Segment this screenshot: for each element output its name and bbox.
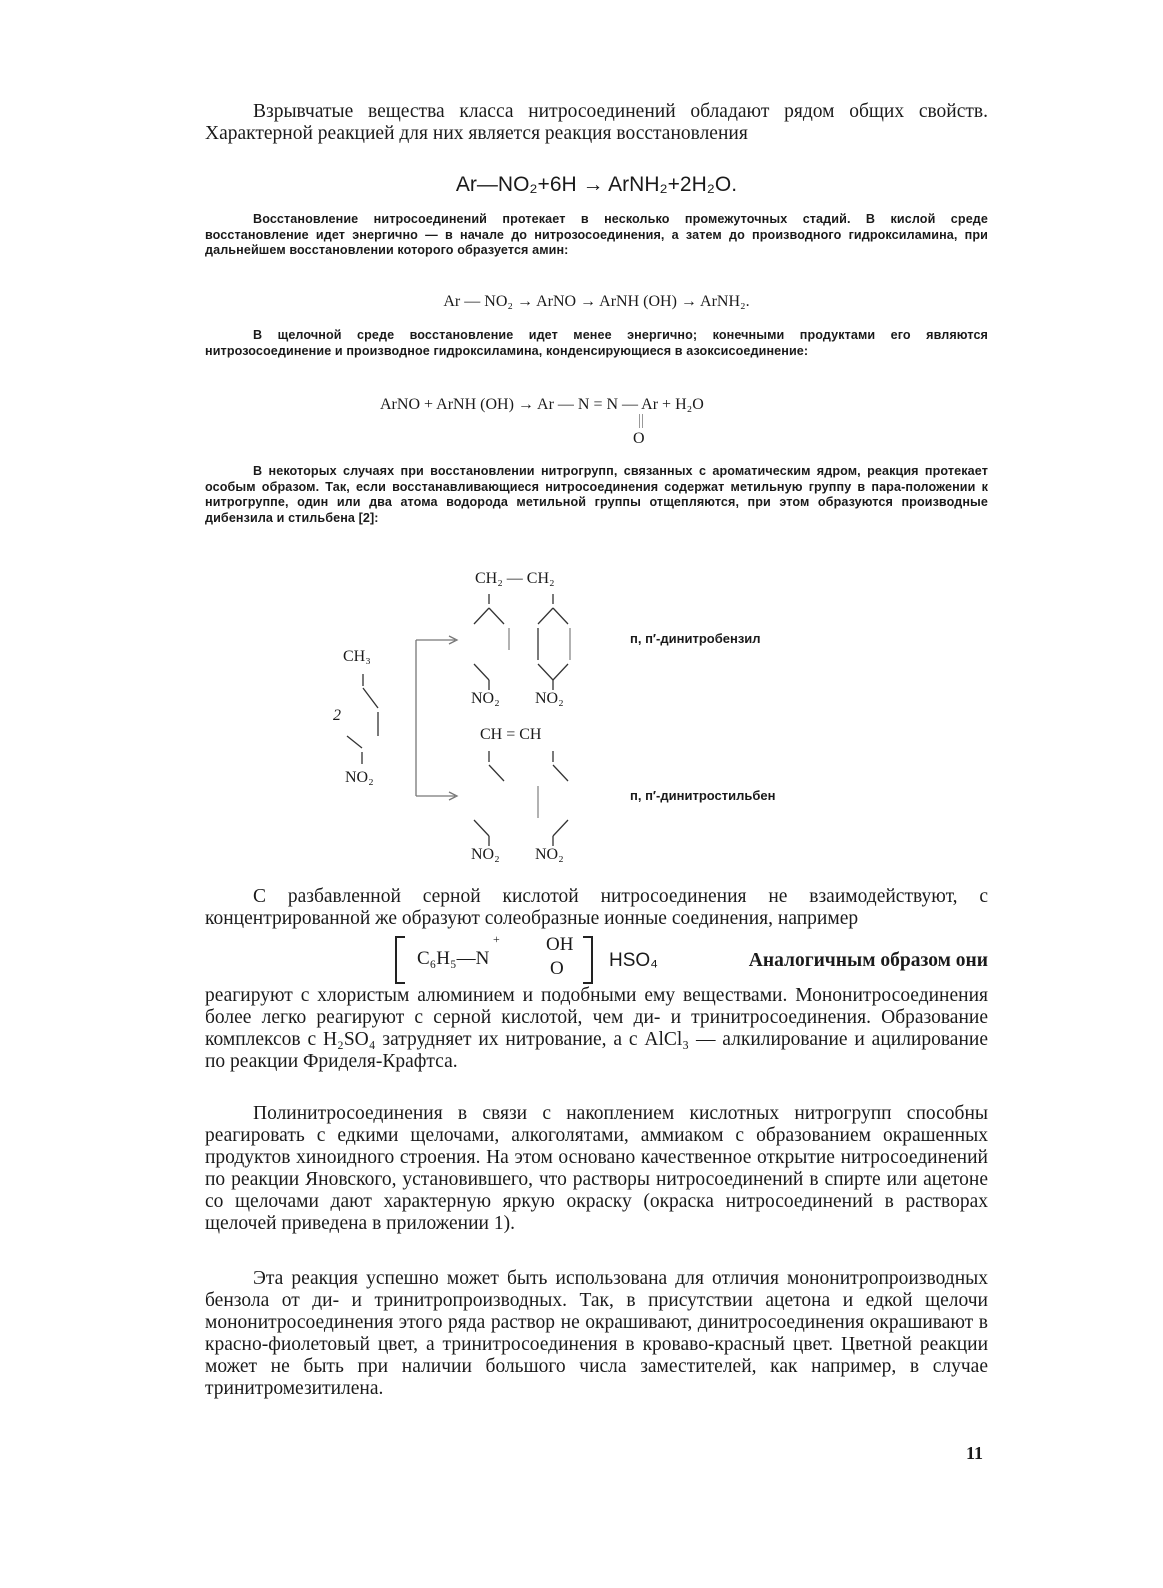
salt-anion: HSO₄	[609, 950, 658, 971]
bracket-left	[395, 936, 405, 984]
paragraph-5c: реагируют с хлористым алюминием и подобными ему веществами. Мононитросоединения более легко реагируют с серной кислотой, чем ди- и тринитросоединения. Образование комплексов с H₂SO₄ затрудняет их нитрование, а с AlCl₃ — алкилирование и ацилирование по реакции Фриделя-Крафтса.	[205, 985, 988, 1072]
azoxy-right: N — Ar + H₂O	[606, 396, 704, 413]
product1-bridge: CH₂ — CH₂	[475, 570, 555, 587]
equation-acidic-reduction: Ar — NO₂ → ArNO → ArNH (OH) → ArNH₂.	[443, 293, 750, 310]
salt-formula	[395, 934, 605, 986]
salt-o: O	[550, 958, 564, 979]
product2-bridge: CH = CH	[480, 726, 542, 743]
product1-no2-left: NO₂	[471, 690, 500, 707]
paragraph-4: В некоторых случаях при восстановлении нитрогрупп, связанных с ароматическим ядром, реакция протекает особым образом. Так, если восстанавливающиеся нитросоединения содержат метильную группу в пара-положении к нитрогруппе, один или два атома водорода метильной группы отщепляются, при этом образуются производные дибензила и стильбена [2]:	[205, 464, 988, 525]
azoxy-left: ArNO + ArNH (OH) → Ar — N	[380, 396, 590, 413]
product1-label: п, п′-динитробензил	[630, 631, 761, 646]
salt-charge: +	[493, 932, 500, 946]
product1-no2-right: NO₂	[535, 690, 564, 707]
salt-c6h5n: C₆H₅—N	[417, 948, 490, 969]
product2-label: п, п′-динитростильбен	[630, 788, 776, 803]
page-number: 11	[966, 1443, 984, 1463]
azoxy-double-bond: =	[593, 396, 603, 413]
paragraph-6: Полинитросоединения в связи с накоплением кислотных нитрогрупп способны реагировать с едкими щелочами, алкоголятами, аммиаком с образованием окрашенных продуктов хиноидного строения. На этом основано качественное открытие нитросоединений по реакции Яновского, установившего, что растворы нитросоединений в спирте или ацетоне со щелочами дают характерную яркую окраску (окраска нитросоединений в растворах щелочей приведена в приложении 1).	[205, 1103, 988, 1234]
reactant-ch3: CH₃	[343, 648, 371, 665]
product2-no2-left: NO₂	[471, 846, 500, 863]
paragraph-7: Эта реакция успешно может быть использована для отличия мононитропроизводных бензола от ди- и тринитропроизводных. Так, в присутствии ацетона и едкой щелочи мононитросоединения этого ряда раствор не окрашивают, динитросоединения окрашивают в красно-фиолетовый цвет, а тринитросоединения в кроваво-красный цвет. Цветной реакции может не быть при наличии большого числа заместителей, как например, в случае тринитромезитилена.	[205, 1268, 988, 1399]
reactant-coefficient: 2	[333, 707, 341, 724]
paragraph-1: Взрывчатые вещества класса нитросоединений обладают рядом общих свойств. Характерной реакцией для них является реакция восстановления	[205, 101, 988, 144]
equation-reduction: Ar—NO₂+6H → ArNH₂+2H₂O.	[455, 173, 738, 196]
product2-no2-right: NO₂	[535, 846, 564, 863]
paragraph-3: В щелочной среде восстановление идет менее энергично; конечными продуктами его являются нитрозосоединение и производное гидроксиламина, конденсирующиеся в азоксисоединение:	[205, 328, 988, 358]
paragraph-2: Восстановление нитросоединений протекает в несколько промежуточных стадий. В кислой среде восстановление идет энергично — в начале до нитрозосоединения, а затем до производного гидроксиламина, при дальнейшем восстановлении которого образуется амин:	[205, 212, 988, 257]
azoxy-oxygen: O	[633, 430, 645, 447]
salt-oh: OH	[546, 934, 574, 955]
reactant-no2: NO₂	[345, 769, 374, 786]
paragraph-5b: Аналогичным образом они	[748, 950, 988, 971]
bracket-right	[583, 936, 593, 984]
paragraph-5a: С разбавленной серной кислотой нитросоединения не взаимодействуют, с концентрированной же образуют солеобразные ионные соединения, например	[205, 886, 988, 929]
